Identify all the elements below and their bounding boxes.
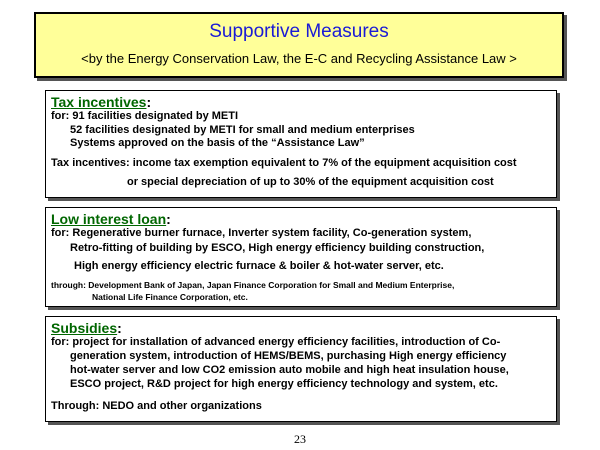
subsidies-heading: Subsidies: bbox=[51, 320, 122, 336]
title-box bbox=[34, 12, 564, 78]
subsidies-line-3: hot-water server and low CO2 emission auto mobile and high heat insulation house, bbox=[70, 364, 509, 376]
loan-line-2: Retro-fitting of building by ESCO, High energy efficiency building construction, bbox=[70, 242, 485, 254]
subsidies-line-4: ESCO project, R&D project for high energy efficiency technology and system, etc. bbox=[70, 378, 498, 390]
loan-line-1: for: Regenerative burner furnace, Inverter system facility, Co-generation system, bbox=[51, 227, 472, 239]
tax-line-5: or special depreciation of up to 30% of the equipment acquisition cost bbox=[127, 176, 494, 188]
tax-incentives-section bbox=[45, 90, 557, 198]
loan-through-2: National Life Finance Corporation, etc. bbox=[92, 292, 248, 302]
page-subtitle: <by the Energy Conservation Law, the E-C and Recycling Assistance Law > bbox=[81, 51, 517, 66]
tax-incentives-heading: Tax incentives: bbox=[51, 94, 152, 110]
subsidies-through: Through: NEDO and other organizations bbox=[51, 400, 262, 412]
loan-through-1: through: Development Bank of Japan, Japan Finance Corporation for Small and Medium Enterprise, bbox=[51, 280, 455, 290]
tax-line-1: for: 91 facilities designated by METI bbox=[51, 110, 239, 122]
page-number: 23 bbox=[294, 432, 306, 446]
loan-line-3: High energy efficiency electric furnace & boiler & hot-water server, etc. bbox=[74, 260, 444, 272]
tax-line-3: Systems approved on the basis of the “Assistance Law” bbox=[70, 137, 365, 149]
tax-line-4: Tax incentives: income tax exemption equivalent to 7% of the equipment acquisition cost bbox=[51, 157, 517, 169]
subsidies-section bbox=[45, 316, 557, 422]
page-title: Supportive Measures bbox=[209, 21, 389, 42]
subsidies-line-1: for: project for installation of advanced energy efficiency facilities, introduction of Co- bbox=[51, 336, 501, 348]
low-interest-loan-section bbox=[45, 207, 557, 307]
subsidies-line-2: generation system, introduction of HEMS/BEMS, purchasing High energy efficiency bbox=[70, 350, 507, 362]
loan-heading: Low interest loan: bbox=[51, 211, 171, 227]
tax-line-2: 52 facilities designated by METI for small and medium enterprises bbox=[70, 124, 415, 136]
